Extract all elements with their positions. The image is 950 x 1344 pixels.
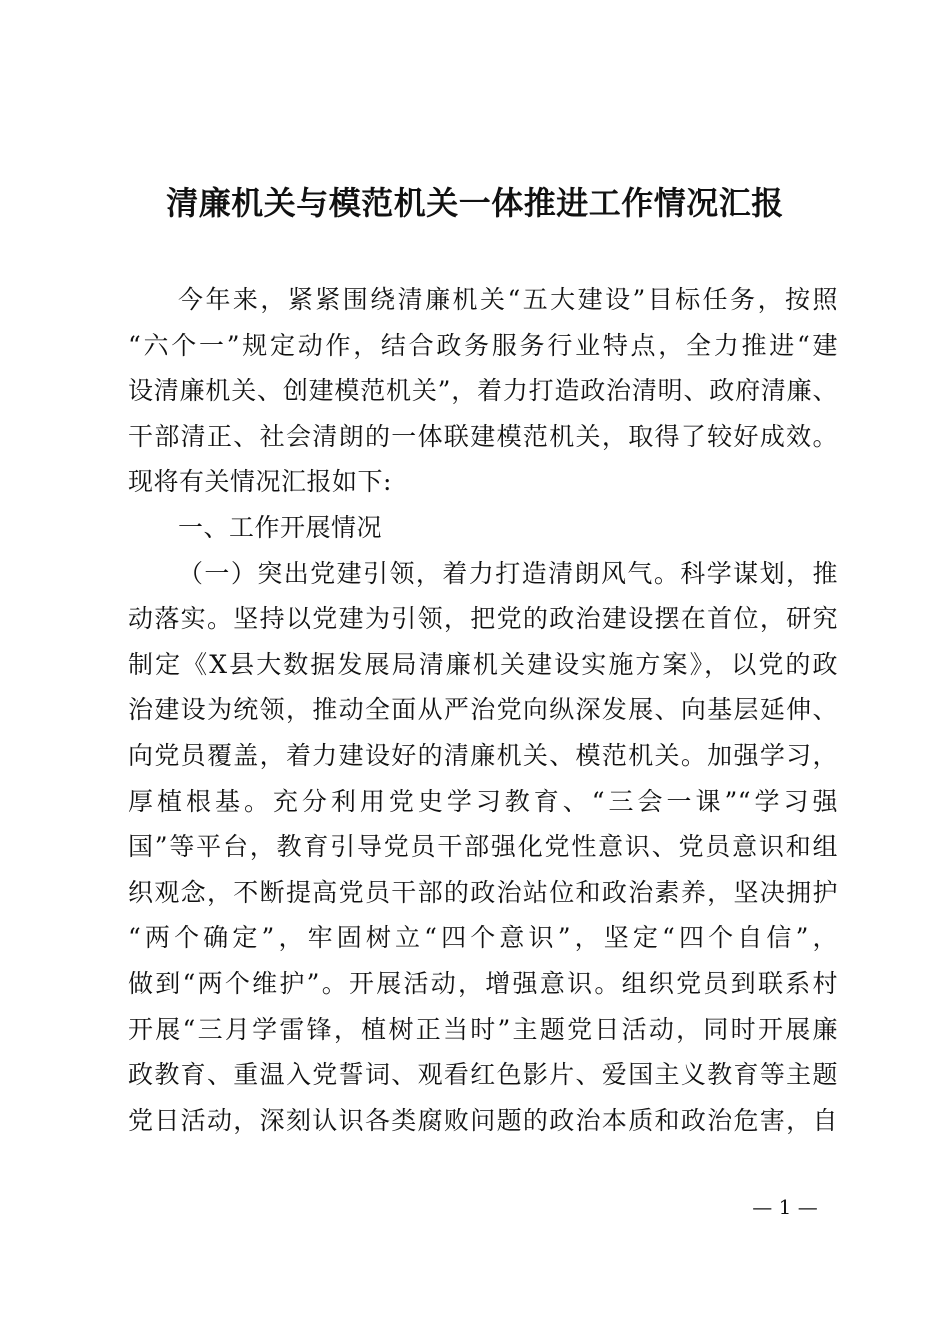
paragraph-line: 设清廉机关、创建模范机关”，着力打造政治清明、政府清廉、 [128,376,838,406]
document-body [128,277,838,1143]
paragraph-line: （一）突出党建引领，着力打造清朗风气。科学谋划，推 [178,558,838,588]
paragraph-line: 向党员覆盖，着力建设好的清廉机关、模范机关。加强学习， [128,740,838,770]
paragraph-line: 制定《X县大数据发展局清廉机关建设实施方案》，以党的政 [128,649,838,679]
paragraph-line: 开展“三月学雷锋，植树正当时”主题党日活动，同时开展廉 [128,1014,838,1044]
paragraph-line: 做到“两个维护”。开展活动，增强意识。组织党员到联系村 [128,968,838,998]
paragraph-line: 政教育、重温入党誓词、观看红色影片、爱国主义教育等主题 [128,1060,838,1090]
paragraph-line: 厚植根基。充分利用党史学习教育、“三会一课”“学习强 [128,786,838,816]
document-title: 清廉机关与模范机关一体推进工作情况汇报 [166,184,784,222]
paragraph-line: 国”等平台，教育引导党员干部强化党性意识、党员意识和组 [128,832,838,862]
paragraph-line: 党日活动，深刻认识各类腐败问题的政治本质和政治危害，自 [128,1105,838,1135]
paragraph-line: 今年来，紧紧围绕清廉机关“五大建设”目标任务，按照 [178,285,838,314]
paragraph-line: 现将有关情况汇报如下: [128,467,392,497]
paragraph-line: 动落实。坚持以党建为引领，把党的政治建设摆在首位，研究 [128,604,838,634]
paragraph-line: 干部清正、社会清朗的一体联建模范机关，取得了较好成效。 [128,421,838,451]
paragraph-line: 治建设为统领，推动全面从严治党向纵深发展、向基层延伸、 [128,695,838,725]
section-heading: 一、工作开展情况 [178,512,383,542]
page-number: — 1 — [752,1195,818,1219]
paragraph-line: “两个确定”，牢固树立“四个意识”，坚定“四个自信”， [128,923,838,953]
paragraph-line: “六个一”规定动作，结合政务服务行业特点，全力推进“建 [128,330,838,360]
paragraph-line: 织观念，不断提高党员干部的政治站位和政治素养，坚决拥护 [128,877,838,907]
